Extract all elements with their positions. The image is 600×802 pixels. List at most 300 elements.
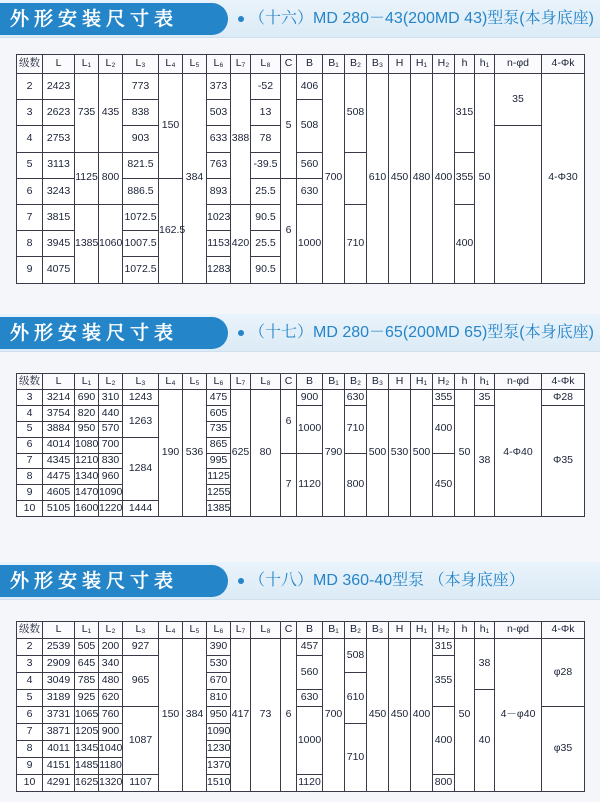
cell: 505 xyxy=(75,639,99,656)
cell: 1600 xyxy=(75,501,99,517)
cell: 355 xyxy=(433,656,455,707)
cell: 40 xyxy=(475,690,495,792)
cell: 800 xyxy=(99,152,123,204)
section-17 xyxy=(0,314,600,352)
cell: 150 xyxy=(159,639,183,792)
cell: 355 xyxy=(433,390,455,406)
cell: 1125 xyxy=(207,469,231,485)
cell: 1385 xyxy=(207,501,231,517)
cell: 190 xyxy=(159,390,183,517)
cell: 4605 xyxy=(43,485,75,501)
cell: 1000 xyxy=(297,405,323,453)
col-header: H₁ xyxy=(411,374,433,390)
col-header: L₁ xyxy=(75,55,99,74)
cell: 3945 xyxy=(43,231,75,257)
cell: 8 xyxy=(17,231,43,257)
col-header: L₄ xyxy=(159,374,183,390)
cell: 1120 xyxy=(297,775,323,792)
cell: 630 xyxy=(297,690,323,707)
cell: 475 xyxy=(207,390,231,406)
cell: 1385 xyxy=(75,204,99,283)
cell: 406 xyxy=(297,74,323,100)
cell: 6 xyxy=(281,178,297,283)
col-header: L₇ xyxy=(231,55,251,74)
cell: 1284 xyxy=(123,437,159,501)
section-16-subtitle-text: （十六）MD 280－43(200MD 43)型泵(本身底座) xyxy=(249,10,594,27)
col-header: L₈ xyxy=(251,622,281,639)
cell: 950 xyxy=(75,421,99,437)
cell: 1220 xyxy=(99,501,123,517)
col-header: L₆ xyxy=(207,374,231,390)
cell: 450 xyxy=(389,639,411,792)
cell: 90.5 xyxy=(251,204,281,230)
col-header: L xyxy=(43,374,75,390)
header-row xyxy=(17,55,585,74)
cell: 610 xyxy=(345,673,367,724)
cell: 886.5 xyxy=(123,178,159,204)
cell: 500 xyxy=(411,390,433,517)
cell: Φ28 xyxy=(542,390,585,406)
cell: 480 xyxy=(411,74,433,284)
section-16 xyxy=(0,0,600,38)
cell: 1107 xyxy=(123,775,159,792)
section-18-subtitle-text: （十八）MD 360-40型泵 （本身底座） xyxy=(249,572,525,589)
col-header: L₅ xyxy=(183,622,207,639)
cell: 417 xyxy=(231,639,251,792)
cell: φ35 xyxy=(542,707,585,792)
col-header: L₂ xyxy=(99,622,123,639)
cell: 1345 xyxy=(75,741,99,758)
cell: 530 xyxy=(207,656,231,673)
col-header: 级数 xyxy=(17,374,43,390)
cell: 508 xyxy=(297,100,323,152)
cell: 1090 xyxy=(207,724,231,741)
col-header: B₁ xyxy=(323,622,345,639)
cell: -52 xyxy=(251,74,281,100)
cell: 645 xyxy=(75,656,99,673)
cell: 480 xyxy=(99,673,123,690)
cell: 5 xyxy=(17,152,43,178)
cell: 3 xyxy=(17,100,43,126)
cell: 1263 xyxy=(123,405,159,437)
col-header: B₃ xyxy=(367,55,389,74)
table-row xyxy=(17,390,585,406)
cell: 450 xyxy=(389,74,411,284)
cell: 3243 xyxy=(43,178,75,204)
col-header: B₁ xyxy=(323,55,345,74)
cell: 710 xyxy=(345,724,367,792)
col-header: L₃ xyxy=(123,374,159,390)
cell: 25.5 xyxy=(251,178,281,204)
col-header: B₁ xyxy=(323,374,345,390)
cell: 960 xyxy=(99,469,123,485)
cell: 1283 xyxy=(207,257,231,283)
cell: 1060 xyxy=(99,204,123,283)
cell: 7 xyxy=(281,453,297,517)
cell: 570 xyxy=(99,421,123,437)
col-header: H₂ xyxy=(433,55,455,74)
cell: 10 xyxy=(17,775,43,792)
cell: 4075 xyxy=(43,257,75,283)
cell: 4－φ40 xyxy=(495,639,542,792)
col-header: B xyxy=(297,374,323,390)
cell: 38 xyxy=(475,405,495,516)
cell: 1090 xyxy=(99,485,123,501)
col-header: 级数 xyxy=(17,622,43,639)
cell: 2539 xyxy=(43,639,75,656)
cell: 400 xyxy=(433,405,455,453)
cell: 1210 xyxy=(75,453,99,469)
cell: 340 xyxy=(99,656,123,673)
cell: 4 xyxy=(17,126,43,152)
cell: 735 xyxy=(207,421,231,437)
cell: 790 xyxy=(323,390,345,517)
cell: Φ35 xyxy=(542,405,585,516)
col-header: h xyxy=(455,622,475,639)
cell: 630 xyxy=(297,178,323,204)
cell: 162.5 xyxy=(159,178,183,283)
cell: 4014 xyxy=(43,437,75,453)
cell: 315 xyxy=(455,74,475,153)
col-header: L₆ xyxy=(207,55,231,74)
cell: 773 xyxy=(123,74,159,100)
cell: 35 xyxy=(475,390,495,406)
cell: 9 xyxy=(17,485,43,501)
cell: 893 xyxy=(207,178,231,204)
cell: 4011 xyxy=(43,741,75,758)
cell: 4291 xyxy=(43,775,75,792)
col-header: L₅ xyxy=(183,55,207,74)
col-header: n-φd xyxy=(495,622,542,639)
cell: 625 xyxy=(231,390,251,517)
cell: 2623 xyxy=(43,100,75,126)
section-16-header xyxy=(0,0,600,38)
cell: 4 xyxy=(17,405,43,421)
cell: 384 xyxy=(183,74,207,284)
cell: 1340 xyxy=(75,469,99,485)
col-header: n-φd xyxy=(495,55,542,74)
cell: 1320 xyxy=(99,775,123,792)
col-header: L₇ xyxy=(231,374,251,390)
cell: 310 xyxy=(99,390,123,406)
cell: 1470 xyxy=(75,485,99,501)
col-header: L₅ xyxy=(183,374,207,390)
cell: 965 xyxy=(123,656,159,707)
cell: 820 xyxy=(75,405,99,421)
cell: 6 xyxy=(281,390,297,454)
cell: 5 xyxy=(281,74,297,179)
cell: 2753 xyxy=(43,126,75,152)
section-17-subtitle-text: （十七）MD 280－65(200MD 65)型泵(本身底座) xyxy=(249,324,594,341)
cell: 1000 xyxy=(297,204,323,283)
section-18-header xyxy=(0,562,600,600)
col-header: h xyxy=(455,374,475,390)
cell: 605 xyxy=(207,405,231,421)
col-header: B xyxy=(297,55,323,74)
cell: 700 xyxy=(323,74,345,284)
cell: 1485 xyxy=(75,758,99,775)
cell: 315 xyxy=(433,639,455,656)
cell: 1072.5 xyxy=(123,257,159,283)
cell: 763 xyxy=(207,152,231,178)
cell: 3189 xyxy=(43,690,75,707)
cell: 620 xyxy=(99,690,123,707)
cell: 6 xyxy=(281,639,297,792)
section-17-title: 外形安装尺寸表 xyxy=(0,317,228,349)
cell: 838 xyxy=(123,100,159,126)
cell: 700 xyxy=(99,437,123,453)
section-18-subtitle xyxy=(238,568,525,594)
cell: 1243 xyxy=(123,390,159,406)
cell: 690 xyxy=(75,390,99,406)
cell: 503 xyxy=(207,100,231,126)
header-row xyxy=(17,622,585,639)
col-header: H xyxy=(389,622,411,639)
col-header: L₄ xyxy=(159,55,183,74)
cell: 735 xyxy=(75,74,99,153)
col-header: 4-Φk xyxy=(542,374,585,390)
cell: 3113 xyxy=(43,152,75,178)
col-header: n-φd xyxy=(495,374,542,390)
cell: 400 xyxy=(411,639,433,792)
cell: 390 xyxy=(207,639,231,656)
col-header: L₁ xyxy=(75,374,99,390)
col-header: L₄ xyxy=(159,622,183,639)
cell: 2909 xyxy=(43,656,75,673)
col-header: H₂ xyxy=(433,622,455,639)
col-header: L₃ xyxy=(123,622,159,639)
cell: 50 xyxy=(455,390,475,517)
col-header: L₈ xyxy=(251,374,281,390)
cell: 25.5 xyxy=(251,231,281,257)
col-header: h₁ xyxy=(475,622,495,639)
cell: 508 xyxy=(345,74,367,153)
cell: 800 xyxy=(345,453,367,517)
cell: 3049 xyxy=(43,673,75,690)
cell: 5 xyxy=(17,421,43,437)
col-header: L₈ xyxy=(251,55,281,74)
cell: 6 xyxy=(17,437,43,453)
table-17 xyxy=(16,373,585,517)
cell: 995 xyxy=(207,453,231,469)
col-header: h₁ xyxy=(475,55,495,74)
cell: 200 xyxy=(99,639,123,656)
cell: 925 xyxy=(75,690,99,707)
cell: 420 xyxy=(231,204,251,283)
cell: 388 xyxy=(231,74,251,205)
bullet-icon xyxy=(238,578,244,584)
section-16-title: 外形安装尺寸表 xyxy=(0,3,228,35)
col-header: L₂ xyxy=(99,374,123,390)
col-header: L₇ xyxy=(231,622,251,639)
cell: 7 xyxy=(17,724,43,741)
cell: 7 xyxy=(17,204,43,230)
cell: 710 xyxy=(345,405,367,453)
table-18 xyxy=(16,621,585,792)
cell: 8 xyxy=(17,469,43,485)
cell: 1153 xyxy=(207,231,231,257)
col-header: h₁ xyxy=(475,374,495,390)
cell: 1080 xyxy=(75,437,99,453)
cell: 1007.5 xyxy=(123,231,159,257)
cell: 865 xyxy=(207,437,231,453)
col-header: H₁ xyxy=(411,622,433,639)
cell: 1065 xyxy=(75,707,99,724)
col-header: L₆ xyxy=(207,622,231,639)
cell: 3731 xyxy=(43,707,75,724)
table-16 xyxy=(16,54,585,284)
cell: 2423 xyxy=(43,74,75,100)
cell: 900 xyxy=(99,724,123,741)
cell: 1120 xyxy=(297,453,323,517)
col-header: C xyxy=(281,374,297,390)
cell: 560 xyxy=(297,152,323,178)
cell: 560 xyxy=(297,656,323,690)
cell: 800 xyxy=(433,775,455,792)
col-header: h xyxy=(455,55,475,74)
section-17-header xyxy=(0,314,600,352)
col-header: C xyxy=(281,55,297,74)
section-17-subtitle xyxy=(238,320,594,346)
cell: 400 xyxy=(433,74,455,284)
cell: 3871 xyxy=(43,724,75,741)
cell: 73 xyxy=(251,639,281,792)
cell: 1205 xyxy=(75,724,99,741)
cell: 8 xyxy=(17,741,43,758)
cell: 3884 xyxy=(43,421,75,437)
table-row xyxy=(17,74,585,100)
col-header: L₂ xyxy=(99,55,123,74)
cell: 1023 xyxy=(207,204,231,230)
cell: 927 xyxy=(123,639,159,656)
cell: 440 xyxy=(99,405,123,421)
cell: 508 xyxy=(345,639,367,673)
cell: 500 xyxy=(367,390,389,517)
bullet-icon xyxy=(238,330,244,336)
col-header: H₂ xyxy=(433,374,455,390)
section-18-title: 外形安装尺寸表 xyxy=(0,565,228,597)
header-row xyxy=(17,374,585,390)
cell: 5 xyxy=(17,690,43,707)
cell: 1230 xyxy=(207,741,231,758)
cell: -39.5 xyxy=(251,152,281,178)
cell: 1072.5 xyxy=(123,204,159,230)
col-header: B₃ xyxy=(367,622,389,639)
cell: 1444 xyxy=(123,501,159,517)
cell xyxy=(495,126,542,283)
cell: 760 xyxy=(99,707,123,724)
cell: 7 xyxy=(17,453,43,469)
col-header: H₁ xyxy=(411,55,433,74)
col-header: 4-Φk xyxy=(542,55,585,74)
cell: 670 xyxy=(207,673,231,690)
section-16-subtitle xyxy=(238,6,594,32)
col-header: 级数 xyxy=(17,55,43,74)
cell: 1255 xyxy=(207,485,231,501)
cell: 6 xyxy=(17,707,43,724)
cell: 150 xyxy=(159,74,183,179)
cell: 400 xyxy=(433,707,455,775)
cell: 373 xyxy=(207,74,231,100)
cell: 1125 xyxy=(75,152,99,204)
cell: 6 xyxy=(17,178,43,204)
cell: 4-Φ30 xyxy=(542,74,585,284)
cell: 900 xyxy=(297,390,323,406)
cell xyxy=(345,152,367,204)
col-header: L₁ xyxy=(75,622,99,639)
col-header: B₂ xyxy=(345,622,367,639)
cell: 821.5 xyxy=(123,152,159,178)
cell: 5105 xyxy=(43,501,75,517)
cell: 710 xyxy=(345,204,367,283)
cell: 2 xyxy=(17,74,43,100)
cell: 435 xyxy=(99,74,123,153)
bullet-icon xyxy=(238,16,244,22)
cell: 810 xyxy=(207,690,231,707)
table-row xyxy=(17,639,585,656)
col-header: H xyxy=(389,55,411,74)
cell: 1040 xyxy=(99,741,123,758)
col-header: H xyxy=(389,374,411,390)
cell: 9 xyxy=(17,257,43,283)
cell: 90.5 xyxy=(251,257,281,283)
cell: 3815 xyxy=(43,204,75,230)
cell: 13 xyxy=(251,100,281,126)
cell: 4 xyxy=(17,673,43,690)
cell: 38 xyxy=(475,639,495,690)
cell: 633 xyxy=(207,126,231,152)
cell: 450 xyxy=(433,453,455,517)
cell: 9 xyxy=(17,758,43,775)
cell: 450 xyxy=(367,639,389,792)
cell: 3 xyxy=(17,656,43,673)
col-header: L₃ xyxy=(123,55,159,74)
cell: 3214 xyxy=(43,390,75,406)
col-header: C xyxy=(281,622,297,639)
cell: 830 xyxy=(99,453,123,469)
cell: 785 xyxy=(75,673,99,690)
col-header: L xyxy=(43,55,75,74)
col-header: B₂ xyxy=(345,374,367,390)
cell: 10 xyxy=(17,501,43,517)
cell: 4475 xyxy=(43,469,75,485)
cell: 2 xyxy=(17,639,43,656)
col-header: B₂ xyxy=(345,55,367,74)
cell: φ28 xyxy=(542,639,585,707)
col-header: B₃ xyxy=(367,374,389,390)
cell: 50 xyxy=(475,74,495,284)
col-header: B xyxy=(297,622,323,639)
col-header: 4-Φk xyxy=(542,622,585,639)
cell: 3754 xyxy=(43,405,75,421)
cell: 536 xyxy=(183,390,207,517)
cell: 1000 xyxy=(297,707,323,775)
cell: 1370 xyxy=(207,758,231,775)
col-header: L xyxy=(43,622,75,639)
cell: 3 xyxy=(17,390,43,406)
cell: 4-Φ40 xyxy=(495,390,542,517)
cell: 400 xyxy=(455,204,475,283)
cell: 903 xyxy=(123,126,159,152)
cell: 50 xyxy=(455,639,475,792)
cell: 610 xyxy=(367,74,389,284)
cell: 950 xyxy=(207,707,231,724)
cell: 35 xyxy=(495,74,542,126)
cell: 1180 xyxy=(99,758,123,775)
cell: 630 xyxy=(345,390,367,406)
section-18 xyxy=(0,562,600,600)
cell: 80 xyxy=(251,390,281,517)
